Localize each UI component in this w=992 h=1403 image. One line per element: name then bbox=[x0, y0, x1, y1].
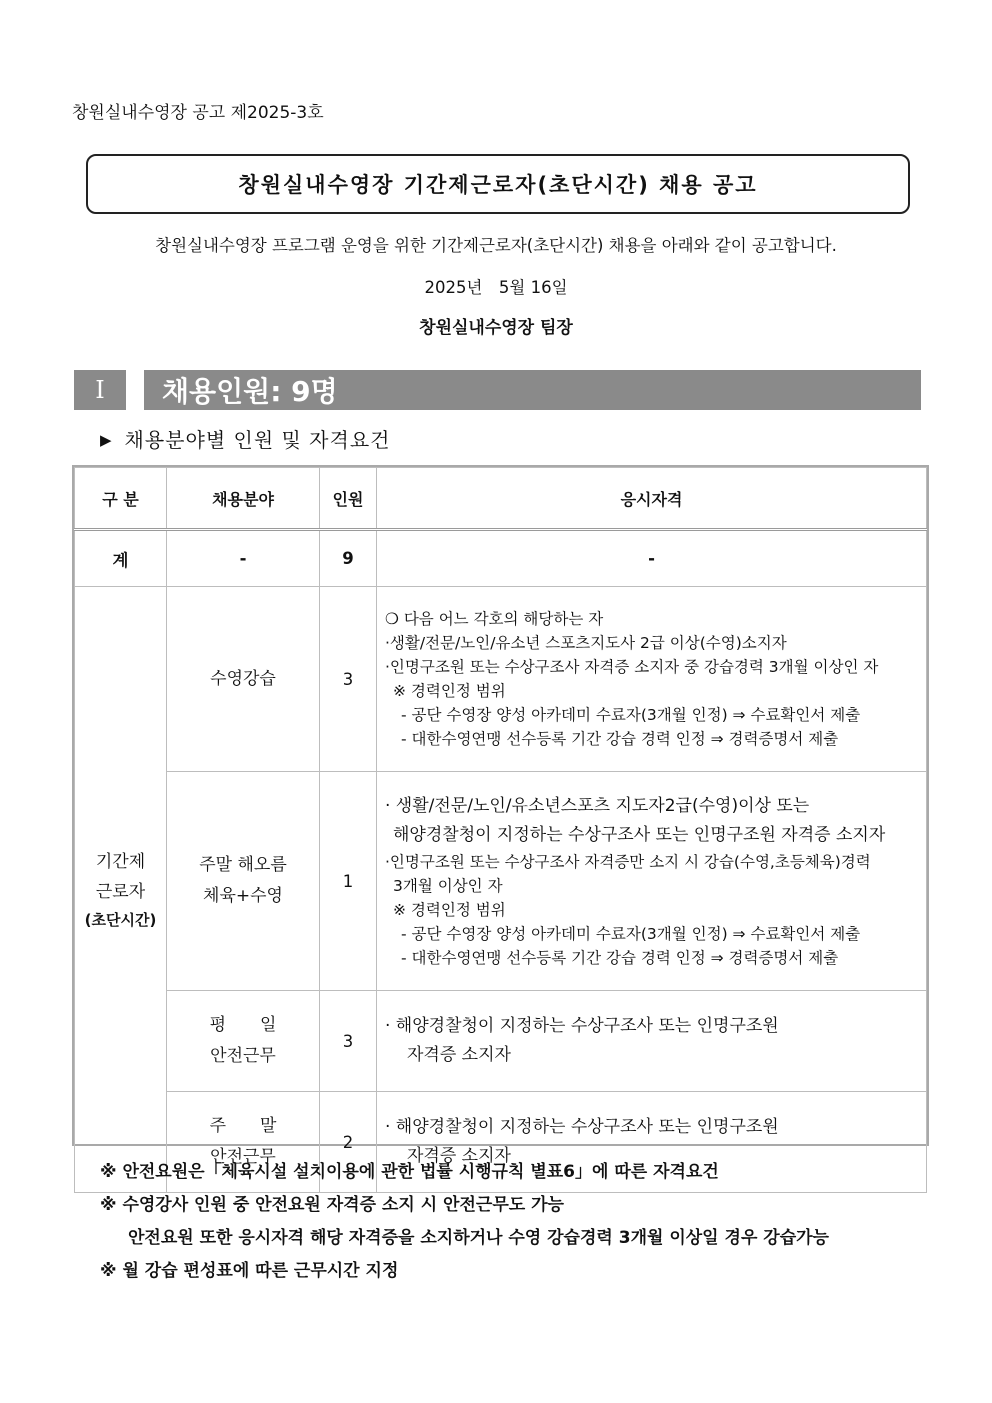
field-name: 수영강습 bbox=[210, 668, 276, 689]
qualification-line: ·생활/전문/노인/유소년 스포츠지도사 2급 이상(수영)소지자 bbox=[385, 634, 787, 652]
qualification-line: 자격증 소지자 bbox=[407, 1045, 511, 1065]
total-qualification: - bbox=[377, 530, 927, 587]
qualification-line: ·인명구조원 또는 수상구조사 자격증만 소지 시 강습(수영,초등체육)경력 bbox=[385, 853, 871, 871]
table-row bbox=[75, 587, 927, 772]
qualification-line: 해양경찰청이 지정하는 수상구조사 또는 인명구조원 자격증 소지자 bbox=[393, 825, 886, 845]
table-row bbox=[75, 991, 927, 1092]
field-name: 주 말 bbox=[209, 1116, 277, 1136]
qualification-cell bbox=[377, 991, 927, 1092]
category-line: (초단시간) bbox=[84, 910, 157, 929]
qualification-line: - 대한수영연맹 선수등록 기간 강습 경력 인정 ⇒ 경력증명서 제출 bbox=[401, 949, 839, 967]
page-title-text: 창원실내수영장 기간제근로자(초단시간) 채용 공고 bbox=[238, 173, 758, 197]
signer: 창원실내수영장 팀장 bbox=[419, 318, 573, 338]
recruitment-table bbox=[72, 465, 929, 1167]
field-name: 안전근무 bbox=[210, 1147, 276, 1167]
field-cell bbox=[167, 991, 320, 1092]
qualification-line: · 생활/전문/노인/유소년스포츠 지도자2급(수영)이상 또는 bbox=[385, 796, 810, 816]
category-line: 기간제 bbox=[95, 851, 146, 872]
qualification-line: · 해양경찰청이 지정하는 수상구조사 또는 인명구조원 bbox=[385, 1016, 779, 1036]
note-item: ※ 수영강사 인원 중 안전요원 자격증 소지 시 안전근무도 가능 bbox=[100, 1195, 564, 1215]
subheading-text: 채용분야별 인원 및 자격요건 bbox=[124, 428, 391, 452]
header-category: 구 분 bbox=[75, 468, 167, 530]
count-cell: 3 bbox=[320, 991, 377, 1092]
qualification-line: ❍ 다음 어느 각호의 해당하는 자 bbox=[385, 610, 604, 628]
qualification-cell bbox=[377, 772, 927, 991]
notice-date: 2025년 5월 16일 bbox=[424, 278, 568, 297]
field-name: 안전근무 bbox=[210, 1046, 276, 1066]
notes bbox=[100, 1156, 829, 1288]
intro-text: 창원실내수영장 프로그램 운영을 위한 기간제근로자(초단시간) 채용을 아래와 같이 공고합니다. bbox=[155, 236, 837, 255]
qualification-line: - 공단 수영장 양성 아카데미 수료자(3개월 인정) ⇒ 수료확인서 제출 bbox=[401, 925, 861, 943]
category-cell bbox=[75, 587, 167, 1193]
qualification-line: ※ 경력인정 범위 bbox=[393, 901, 506, 919]
total-field: - bbox=[167, 530, 320, 587]
triangle-bullet-icon: ▶ bbox=[100, 431, 113, 449]
field-name: 체육+수영 bbox=[203, 886, 283, 906]
table-header-row bbox=[75, 468, 927, 530]
header-field: 채용분야 bbox=[167, 468, 320, 530]
header-qualification: 응시자격 bbox=[377, 468, 927, 530]
qualification-line: - 대한수영연맹 선수등록 기간 강습 경력 인정 ⇒ 경력증명서 제출 bbox=[401, 730, 839, 748]
count-cell: 2 bbox=[320, 1092, 377, 1193]
header-count: 인원 bbox=[320, 468, 377, 530]
qualification-line: - 공단 수영장 양성 아카데미 수료자(3개월 인정) ⇒ 수료확인서 제출 bbox=[401, 706, 861, 724]
note-item: ※ 안전요원은「체육시설 설치이용에 관한 법률 시행규칙 별표6」에 따른 자격요건 bbox=[100, 1162, 719, 1182]
qualification-line: 자격증 소지자 bbox=[407, 1146, 511, 1166]
note-item: ※ 월 강습 편성표에 따른 근무시간 지정 bbox=[100, 1261, 399, 1281]
notice-number: 창원실내수영장 공고 제2025-3호 bbox=[72, 103, 324, 123]
note-item: 안전요원 또한 응시자격 해당 자격증을 소지하거나 수영 강습경력 3개월 이상일 경우 강습가능 bbox=[128, 1228, 829, 1248]
subheading bbox=[100, 424, 390, 453]
total-label: 계 bbox=[75, 530, 167, 587]
qualification-line: ※ 경력인정 범위 bbox=[393, 682, 506, 700]
section-title: 채용인원: 9명 bbox=[144, 370, 921, 410]
field-name: 평 일 bbox=[209, 1015, 277, 1035]
table-row bbox=[75, 772, 927, 991]
count-cell: 3 bbox=[320, 587, 377, 772]
qualification-line: 3개월 이상인 자 bbox=[393, 877, 503, 895]
page-title bbox=[86, 154, 910, 214]
table-total-row bbox=[75, 530, 927, 587]
category-line: 근로자 bbox=[95, 881, 146, 902]
count-cell: 1 bbox=[320, 772, 377, 991]
qualification-line: ·인명구조원 또는 수상구조사 자격증 소지자 중 강습경력 3개월 이상인 자 bbox=[385, 658, 879, 676]
field-cell bbox=[167, 772, 320, 991]
field-cell bbox=[167, 587, 320, 772]
qualification-line: · 해양경찰청이 지정하는 수상구조사 또는 인명구조원 bbox=[385, 1117, 779, 1137]
field-name: 주말 해오름 bbox=[199, 855, 287, 875]
section-number: Ⅰ bbox=[74, 370, 126, 410]
total-count: 9 bbox=[320, 530, 377, 587]
qualification-cell bbox=[377, 587, 927, 772]
